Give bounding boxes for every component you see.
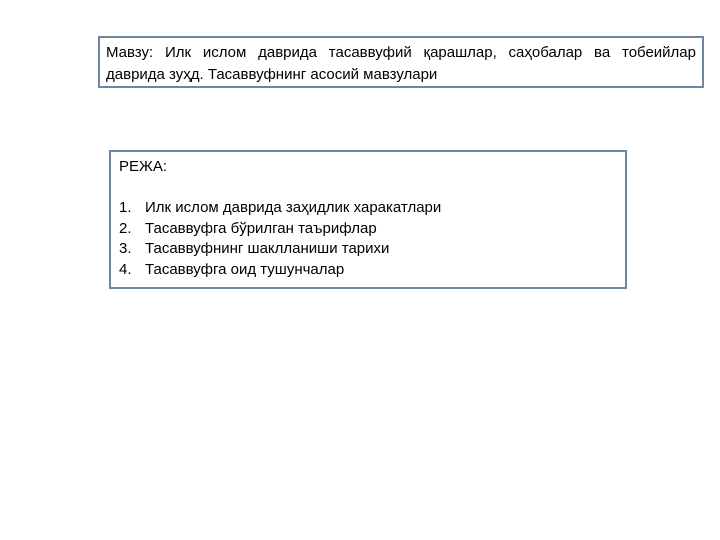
list-item-number: 4. <box>119 260 132 278</box>
topic-box <box>98 36 704 88</box>
list-item-number: 1. <box>119 199 132 216</box>
list-item <box>119 239 617 260</box>
list-item-text: Тасаввуфнинг шаклланиши тарихи <box>145 240 390 257</box>
list-item-text: Тасаввуфга бўрилган таърифлар <box>145 219 377 237</box>
list-item <box>119 219 617 240</box>
topic-text: Мавзу: Илк ислом даврида тасаввуфий қарашлар, саҳобалар ва тобеийлар даврида зуҳд. Тасаввуфнинг асосий мавзулари <box>106 44 696 83</box>
plan-box <box>109 150 627 289</box>
list-item <box>119 198 617 219</box>
list-item-number: 3. <box>119 240 132 257</box>
list-item-text: Тасаввуфга оид тушунчалар <box>145 260 345 278</box>
list-item-text: Илк ислом даврида заҳидлик харакатлари <box>145 199 442 216</box>
list-item <box>119 260 617 281</box>
plan-list <box>119 198 617 280</box>
plan-title: РЕЖА: <box>119 158 168 175</box>
list-item-number: 2. <box>119 219 132 237</box>
